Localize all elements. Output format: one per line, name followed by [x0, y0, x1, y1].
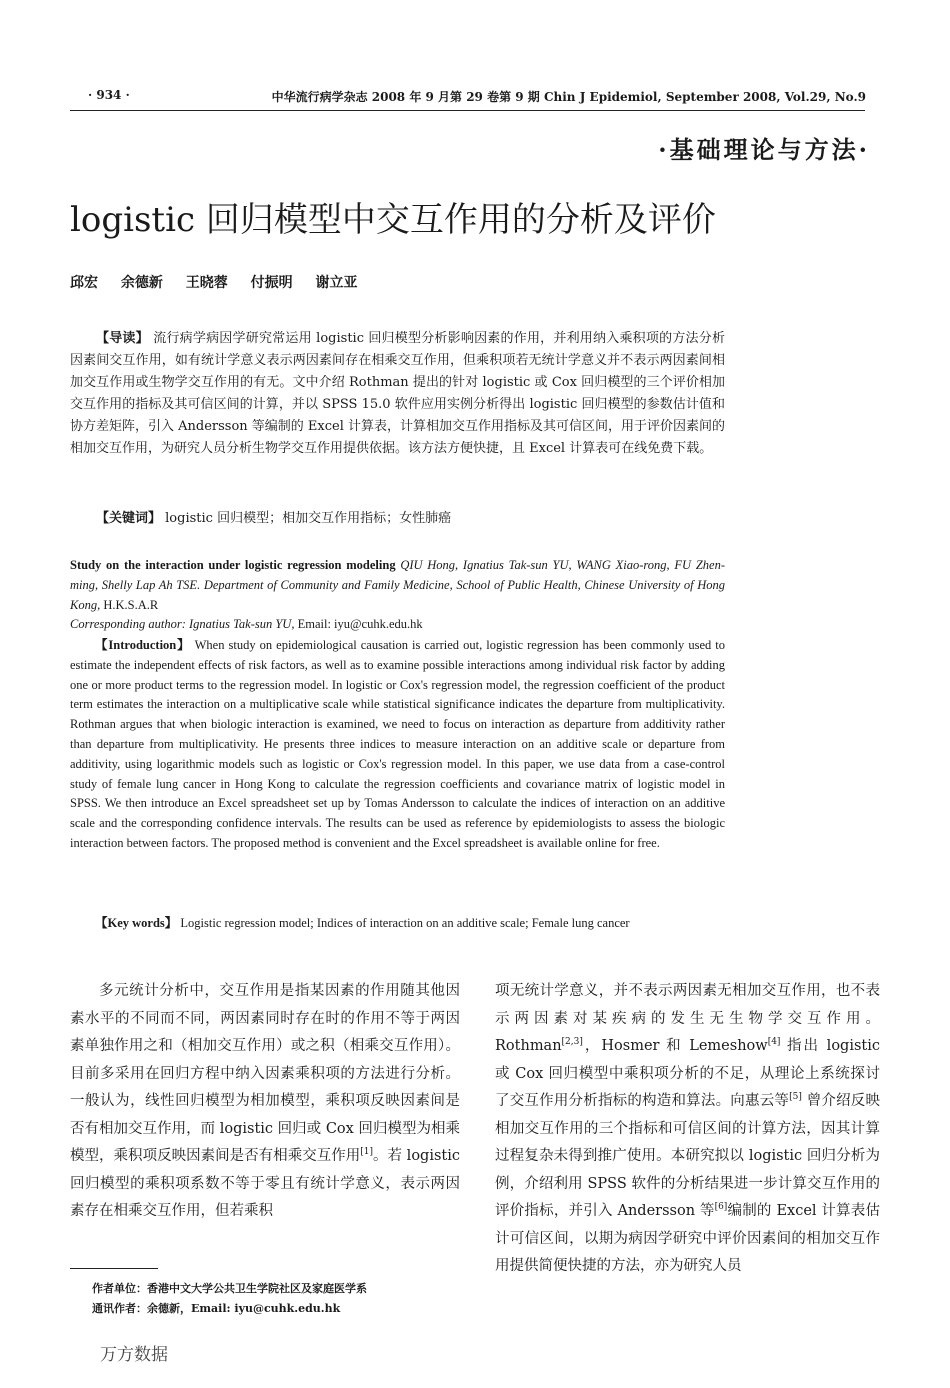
- english-keywords-text: Logistic regression model; Indices of interaction on an additive scale; Female lung cancer: [177, 916, 630, 930]
- chinese-keywords: [70, 508, 725, 530]
- footnote-rule: [70, 1268, 158, 1269]
- citation-5: [5]: [789, 1092, 802, 1103]
- article-title: logistic 回归模型中交互作用的分析及评价: [70, 200, 716, 240]
- header-rule: [70, 110, 865, 111]
- body-right-text-e: 编制的 Excel 计算表估计可信区间，以期为病因学研究中评价因素间的相加交互作用提供简便快捷的方法，亦为研究人员: [495, 1203, 880, 1274]
- corresponding-name: Ignatius Tak-sun YU,: [185, 617, 295, 632]
- english-keywords-label: 【Key words】: [95, 916, 178, 930]
- page-number: · 934 ·: [88, 88, 130, 102]
- footnote-affiliation: 作者单位：香港中文大学公共卫生学院社区及家庭医学系: [92, 1282, 367, 1295]
- body-right-text-c: 指出 logistic 或 Cox 回归模型中乘积项分析的不足，从理论上系统探讨了交互作用分析指标的构造和算法。向惠云等: [495, 1038, 880, 1109]
- footnote: [92, 1279, 367, 1319]
- chinese-abstract: [70, 328, 725, 460]
- corresponding-label: Corresponding author:: [70, 617, 186, 632]
- body-right-text-a: 项无统计学意义，并不表示两因素无相加交互作用，也不表示两因素对某疾病的发生无生物学交互作用。Rothman: [495, 983, 880, 1054]
- body-left-text-a: 多元统计分析中，交互作用是指某因素的作用随其他因素水平的不同而不同，两因素同时存在时的作用不等于两因素单独作用之和（相加交互作用）或之积（相乘交互作用）。目前多采用在回归方程中纳入因素乘积项的方法进行分析。一般认为，线性回归模型为相加模型，乘积项反映因素间是否有相加交互作用，而 logistic 回归或 Cox 回归模型为相乘模型，乘积项反映因素间是否有相乘交互作用: [70, 983, 460, 1164]
- english-keywords: [70, 914, 725, 934]
- author-list: 邱宏 余德新 王晓蓉 付振明 谢立亚: [70, 275, 358, 291]
- citation-6: [6]: [714, 1202, 728, 1213]
- english-location: H.K.S.A.R: [100, 597, 159, 612]
- english-affiliation: Department of Community and Family Medicine, School of Public Health, Chinese University of Hong Kong,: [70, 577, 725, 612]
- introduction-label: 【Introduction】: [95, 638, 191, 652]
- body-right-text-b: ，Hosmer 和 Lemeshow: [582, 1038, 768, 1054]
- keywords-label: 【关键词】: [96, 511, 162, 526]
- body-right-text-d: 曾介绍反映相加交互作用的三个指标和可信区间的计算方法，因其计算过程复杂未得到推广使用。本研究拟以 logistic 回归分析为例，介绍利用 SPSS 软件的分析结果进一步计算交互作用的评价指标，并引入 Andersson 等: [495, 1093, 881, 1219]
- keywords-text: logistic 回归模型；相加交互作用指标；女性肺癌: [161, 511, 452, 526]
- abstract-label: 【导读】: [96, 331, 149, 346]
- body-column-right: [495, 978, 880, 1281]
- citation-2-3: [2,3]: [561, 1037, 583, 1048]
- abstract-text: 流行病学病因学研究常运用 logistic 回归模型分析影响因素的作用，并利用纳入乘积项的方法分析因素间交互作用，如有统计学意义表示两因素间存在相乘交互作用，但乘积项若无统计学意义并不表示两因素间相加交互作用或生物学交互作用的有无。文中介绍 Rothman 提出的针对 logistic 或 Cox 回归模型的三个评价相加交互作用的指标及其可信区间的计算，并以 SPSS 15.0 软件应用实例分析得出 logistic 回归模型的参数估计值和协方差矩阵，引入 Andersson 等编制的 Excel 计算表，计算相加交互作用指标及其可信区间，用于评价因素间的相加交互作用，为研究人员分析生物学交互作用提供依据。该方法方便快捷，且 Excel 计算表可在线免费下载。: [70, 331, 726, 456]
- corresponding-email: Email: iyu@cuhk.edu.hk: [294, 617, 423, 632]
- introduction-text: When study on epidemiological causation is carried out, logistic regression has been commonly used to estimate the independent effects of risk factors, as well as to examine possible interactions among individual risk factor by adding one or more product terms to the regression model. In logistic or Cox's regression model, the regression coefficient of the product term estimates the interaction on a multiplicative scale while statistical significance indicates the departure from multiplicativity. Rothman argues that when biologic interaction is examined, we need to focus on interaction as departure from additivity rather than departure from multiplicativity. He presents three indices to measure interaction on an additive scale or departure from additivity, using logarithmic models such as logistic or Cox's regression model. In this paper, we use data from a case-control study of female lung cancer in Hong Kong to calculate the regression coefficients and covariance matrix of logistic model in SPSS. We then introduce an Excel spreadsheet set up by Tomas Andersson to calculate the indices of interaction on an additive scale and the corresponding confidence intervals. The results can be used as reference by epidemiologists to assess the biologic interaction between factors. The proposed method is convenient and the Excel spreadsheet is available online for free.: [70, 638, 726, 850]
- english-title: Study on the interaction under logistic regression modeling: [70, 558, 396, 572]
- citation-1: [1]: [360, 1147, 374, 1158]
- section-label: ·基础理论与方法·: [658, 135, 870, 164]
- body-column-left: [70, 978, 460, 1226]
- watermark: 万方数据: [100, 1345, 168, 1365]
- footnote-correspondence: 通讯作者：余德新，Email: iyu@cuhk.edu.hk: [92, 1302, 341, 1315]
- english-title-block: [70, 556, 725, 635]
- journal-citation: 中华流行病学杂志 2008 年 9 月第 29 卷第 9 期 Chin J Epidemiol, September 2008, Vol.29, No.9: [271, 90, 866, 104]
- running-header: [70, 88, 870, 108]
- citation-4: [4]: [767, 1037, 781, 1048]
- english-introduction: [70, 636, 725, 854]
- body-left-text-b: 。若 logistic 回归模型的乘积项系数不等于零且有统计学意义，表示两因素存在相乘交互作用，但若乘积: [70, 1148, 460, 1219]
- english-authors: QIU Hong, Ignatius Tak-sun YU, WANG Xiao-rong, FU Zhen-ming, Shelly Lap Ah TSE.: [70, 558, 725, 592]
